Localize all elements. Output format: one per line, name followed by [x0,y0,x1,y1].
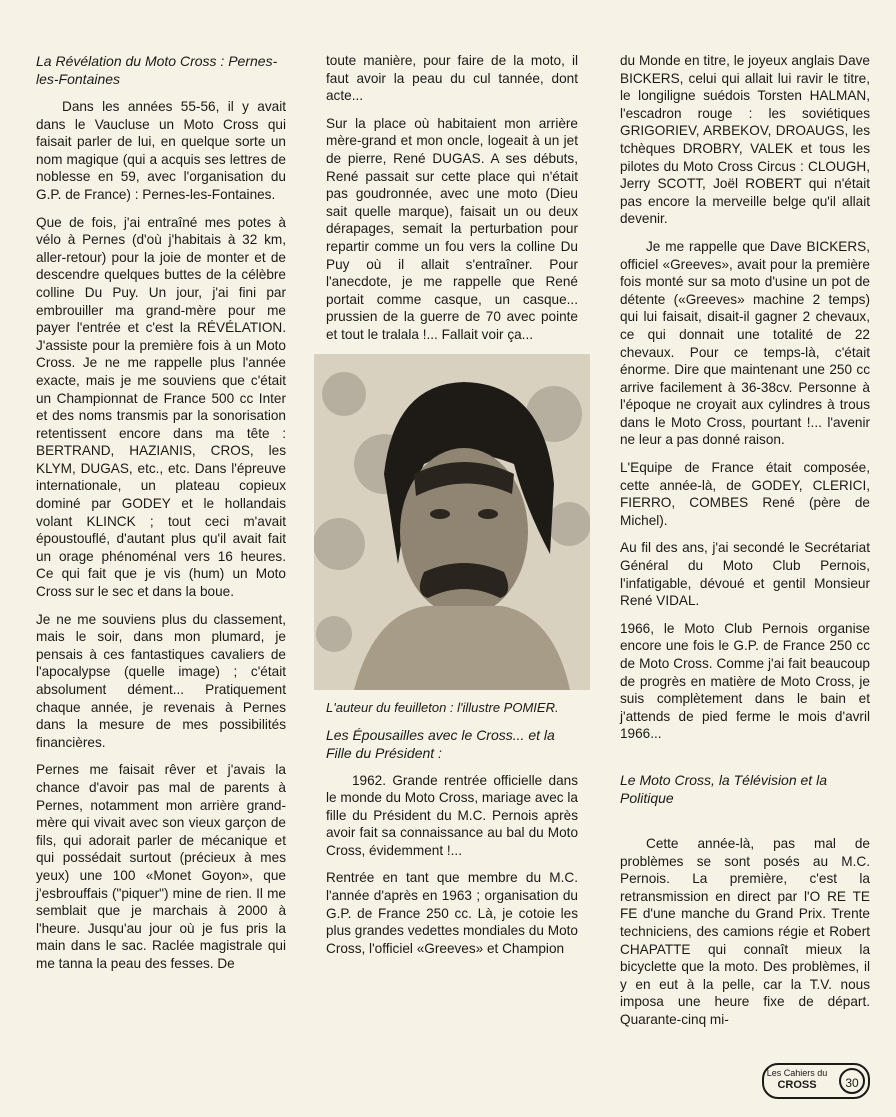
paragraph: Je me rappelle que Dave BICKERS, officiel «Greeves», avait pour la première fois monté sur sa moto d'usine un pot de détente («Greeves» machine 2 temps) qui lui faisait, disait-il gagner 2 chevaux, ce qui donnait une totalité de 22 chevaux. Pour ce temps-là, c'était énorme. Dire que maintenant une 250 cc arrive facilement à 36-38cv. Personne à l'époque ne croyait aux cylindres à trous dans le Moto Cross, pourtant !... l'avenir ne leur a pas donné raison. [620,238,870,448]
paragraph: Au fil des ans, j'ai secondé le Secrétariat Général du Moto Club Pernois, l'infatigable, dévoué et gentil Monsieur René VIDAL. [620,540,870,609]
magazine-page-badge [762,1063,870,1099]
column-3 [620,52,870,1039]
section-heading-epousailles: Les Épousailles avec le Cross... et la Fille du Président : [326,726,555,761]
paragraph: Je ne me souviens plus du classement, mais le soir, dans mon plumard, je pensais à ces fantastiques cavaliers de l'apocalypse (quelle image) ; c'était absolument dément... Pratiquement chaque année, je revenais à Pernes dans la mesure de mes possibilités financières. [36,611,286,750]
photo-caption: L'auteur du feuilleton : l'illustre POMIER. [326,699,559,715]
paragraph: 1962. Grande rentrée officielle dans le monde du Moto Cross, mariage avec la fille du Président du M.C. Pernois après avoir fait sa connaissance au bal du Moto Cross, évidemment !... [326,772,578,858]
author-photo [314,354,590,690]
paragraph: Rentrée en tant que membre du M.C. l'année d'après en 1963 ; organisation du G.P. de France 250 cc. Là, je cotoie les plus grandes vedettes mondiales du Moto Cross, l'officiel «Greeves» et Champion [326,870,578,956]
paragraph: Dans les années 55-56, il y avait dans le Vaucluse un Moto Cross qui faisait parler de lui, en quelque sorte un nom magique (qui a acquis ses lettres de noblesse en 59, avec l'organisation du G.P. de France) : Pernes-les-Fontaines. [36,99,286,202]
paragraph: du Monde en titre, le joyeux anglais Dave BICKERS, celui qui allait lui ravir le titre, le longiligne suédois Torsten HALMAN, l'escadron rouge : les soviétiques GRIGORIEV, ARBEKOV, DROAUGS, les tchèques DROBRY, VALEK et tous les pilotes du Moto Cross Circus : CLOUGH, Jerry SCOTT, Joël ROBERT qui n'était pas encore la merveille belge qu'il allait devenir. [620,53,870,227]
paragraph: 1966, le Moto Club Pernois organise encore une fois le G.P. de France 250 cc de Moto Cross. Comme j'ai fait beaucoup de progrès en matière de Moto Cross, je suis complètement dans le bain et j'attends de pied ferme le mois d'avril 1966... [620,620,870,742]
section-heading-revelation: La Révélation du Moto Cross : Pernes-les-Fontaines [36,53,278,87]
magazine-title: CROSS [777,1079,817,1091]
page-number: 30 [839,1068,865,1094]
paragraph: Cette année-là, pas mal de problèmes se sont posés au M.C. Pernois. La première, c'est la retransmission en direct par l'O RE TE FE d'une manche du Grand Prix. Trente techniciens, des camions régie et Robert CHAPATTE qui connaît mieux la bicyclette que la moto. Des problèmes, il y en eut à la pelle, car la T.V. nous imposa une heure fixe de départ. Quarante-cinq mi- [620,835,870,1027]
paragraph: L'Equipe de France était composée, cette année-là, de GODEY, CLERICI, FIERRO, COMBES René (père de Michel). [620,460,870,528]
column-2 [326,52,578,967]
column-1 [36,52,286,983]
paragraph: Que de fois, j'ai entraîné mes potes à vélo à Pernes (d'où j'habitais à 32 km, aller-retour) pour la joie de monter et de descendre quelques buttes de la célèbre colline Du Puy. Un jour, j'ai fini par embrouiller ma grand-mère pour me payer l'entrée et c'est la RÉVÉLATION. J'assiste pour la première fois à un Moto Cross. Je ne me rappelle plus l'année exacte, mais je me souviens que c'était un Championnat de France 500 cc Inter et des noms transmis par la sonorisation retentissent encore dans ma tête : BERTRAND, HAZIANIS, CROS, les KLYM, DUGAS, etc., etc. Dans l'épreuve internationale, un plateau copieux dominé par GODEY et le hollandais volant KLINCK ; tout ceci m'avait époustouflé, d'autant plus qu'il avait fait un orage phénoménal vers 16 heures. Ce qui fait que je vis (hum) un Moto Cross sur le sec et dans la boue. [36,214,286,600]
paragraph: Sur la place où habitaient mon arrière mère-grand et mon oncle, logeait à un jet de pierre, René DUGAS. A ses débuts, René passait sur cette place qui n'était pas goudronnée, avec une moto (Dieu sait quelle marque), faisait un ou deux dérapages, semait la perturbation pour repartir comme un fou vers la colline Du Puy où il allait s'entraîner. Pour l'anecdote, je me rappelle que René portait comme casque, un casque... prussien de la guerre de 70 avec pointe et tout le tralala !... Fallait voir ça... [326,115,578,342]
section-heading-television: Le Moto Cross, la Télévision et la Politique [620,771,827,806]
paragraph: Pernes me faisait rêver et j'avais la chance d'avoir pas mal de parents à Pernes, notamment mon arrière grand-mère qui vivait avec son vieux garçon de fils, qui adorait parler de mécanique et qui possédait surtout (précieux à mes yeux) une 100 «Monet Goyon», que j'esbrouffais ("piquer") mine de rien. Il me semblait que je marchais à 2000 à l'heure. Jusqu'au jour où je fus pris la main dans le sac. Raclée magistrale qui me tanna la peau des fesses. De [36,762,286,971]
paragraph: toute manière, pour faire de la moto, il faut avoir la peau du cul tannée, dont acte... [326,53,578,104]
magazine-title-small: Les Cahiers du [766,1068,828,1078]
